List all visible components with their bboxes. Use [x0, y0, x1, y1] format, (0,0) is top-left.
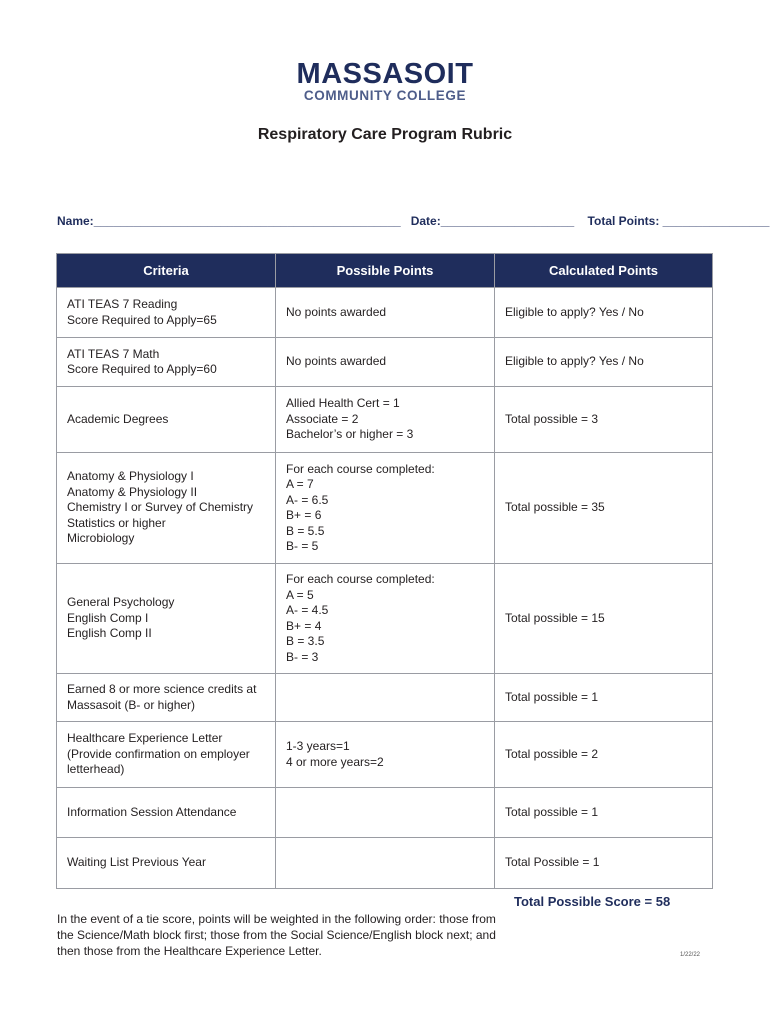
table-row	[57, 387, 713, 453]
possible-line: No points awarded	[286, 354, 387, 369]
total-points-field[interactable]: ________________	[662, 214, 770, 228]
possible-line: B- = 3	[286, 649, 319, 664]
calculated-cell	[495, 338, 713, 387]
calculated-line: Total possible = 1	[505, 804, 599, 819]
criteria-line: General Psychology	[67, 595, 175, 610]
possible-line: A- = 4.5	[286, 603, 329, 617]
criteria-line: Chemistry I or Survey of Chemistry	[67, 500, 254, 515]
possible-cell	[276, 387, 495, 453]
criteria-cell	[57, 674, 276, 722]
criteria-line: English Comp II	[67, 626, 152, 641]
document-code: 1/22/22	[680, 952, 701, 958]
criteria-line: Statistics or higher	[67, 515, 166, 530]
name-field[interactable]: ______________________________________________	[93, 214, 401, 228]
possible-line: B+ = 6	[286, 508, 322, 522]
possible-line: No points awarded	[286, 304, 387, 319]
possible-line: Bachelor’s or higher = 3	[286, 427, 414, 442]
possible-line: A- = 6.5	[286, 492, 329, 507]
calculated-line: Total possible = 15	[505, 610, 605, 625]
criteria-line: Score Required to Apply=60	[67, 362, 217, 376]
calculated-line: Total possible = 1	[505, 689, 599, 704]
calculated-line: Total Possible = 1	[505, 855, 600, 870]
criteria-cell	[57, 387, 276, 453]
table-row	[57, 564, 713, 674]
criteria-line: Healthcare Experience Letter	[67, 731, 223, 746]
possible-line: 4 or more years=2	[286, 754, 384, 769]
criteria-line: Anatomy & Physiology I	[67, 469, 194, 484]
form-fields	[57, 214, 769, 228]
page-title: Respiratory Care Program Rubric	[257, 126, 513, 143]
header-calculated-points: Calculated Points	[495, 254, 713, 288]
criteria-line: ATI TEAS 7 Reading	[67, 297, 178, 311]
criteria-line: Score Required to Apply=65	[67, 312, 217, 327]
criteria-line: Waiting List Previous Year	[67, 855, 206, 870]
possible-line: Allied Health Cert = 1	[286, 396, 400, 411]
logo-sub-text: COMMUNITY COLLEGE	[303, 88, 467, 103]
criteria-line: (Provide confirmation on employer	[67, 746, 250, 761]
criteria-line: Massasoit (B- or higher)	[67, 697, 196, 712]
calculated-line: Total possible = 3	[505, 411, 599, 426]
calculated-line: Total possible = 2	[505, 746, 599, 761]
table-row	[57, 838, 713, 889]
table-row	[57, 722, 713, 788]
possible-line: B+ = 4	[286, 618, 322, 633]
calculated-cell	[495, 838, 713, 889]
possible-line: B = 3.5	[286, 634, 325, 648]
criteria-cell	[57, 564, 276, 674]
calculated-cell	[495, 453, 713, 564]
tie-breaker-note: In the event of a tie score, points will be weighted in the following order: those from the Science/Math block first; those from the Social Science/English block next; and then those from the Healthcare Experience Letter.	[57, 912, 496, 958]
possible-line: B = 5.5	[286, 523, 325, 538]
header-criteria: Criteria	[57, 254, 276, 288]
possible-cell	[276, 788, 495, 838]
possible-cell	[276, 338, 495, 387]
possible-cell	[276, 674, 495, 722]
calculated-cell	[495, 674, 713, 722]
possible-cell	[276, 288, 495, 338]
name-label: Name:	[57, 214, 94, 228]
possible-cell	[276, 838, 495, 889]
possible-cell	[276, 453, 495, 564]
college-logo	[0, 60, 770, 103]
table-header-row	[57, 254, 713, 288]
criteria-line: English Comp I	[67, 610, 149, 625]
possible-line: A = 5	[286, 587, 314, 602]
total-possible-score: Total Possible Score = 58	[514, 894, 671, 909]
criteria-cell	[57, 838, 276, 889]
table-row	[57, 338, 713, 387]
table-row	[57, 674, 713, 722]
criteria-line: Academic Degrees	[67, 411, 169, 426]
possible-cell	[276, 564, 495, 674]
criteria-cell	[57, 288, 276, 338]
possible-line: B- = 5	[286, 539, 319, 553]
criteria-line: ATI TEAS 7 Math	[67, 346, 160, 361]
table-row	[57, 788, 713, 838]
criteria-cell	[57, 453, 276, 564]
criteria-cell	[57, 722, 276, 788]
possible-line: 1-3 years=1	[286, 739, 350, 753]
possible-line: Associate = 2	[286, 411, 359, 426]
criteria-line: Information Session Attendance	[67, 804, 237, 819]
header-possible-points: Possible Points	[276, 254, 495, 288]
criteria-cell	[57, 788, 276, 838]
possible-cell	[276, 722, 495, 788]
date-label: Date:	[410, 214, 441, 228]
rubric-table	[56, 253, 713, 889]
calculated-cell	[495, 387, 713, 453]
calculated-line: Eligible to apply? Yes / No	[505, 354, 644, 369]
total-points-label: Total Points:	[587, 214, 660, 228]
possible-line: For each course completed:	[286, 572, 435, 586]
criteria-line: letterhead)	[67, 762, 125, 777]
logo-main-text: MASSASOIT	[296, 58, 474, 90]
criteria-line: Anatomy & Physiology II	[67, 484, 198, 499]
calculated-line: Total possible = 35	[505, 500, 605, 515]
calculated-cell	[495, 288, 713, 338]
date-field[interactable]: ____________________	[440, 214, 575, 228]
table-row	[57, 288, 713, 338]
possible-line: For each course completed:	[286, 461, 435, 476]
table-row	[57, 453, 713, 564]
calculated-line: Eligible to apply? Yes / No	[505, 304, 644, 319]
calculated-cell	[495, 722, 713, 788]
criteria-cell	[57, 338, 276, 387]
criteria-line: Earned 8 or more science credits at	[67, 682, 257, 696]
possible-line: A = 7	[286, 477, 314, 491]
criteria-line: Microbiology	[67, 531, 135, 546]
calculated-cell	[495, 788, 713, 838]
calculated-cell	[495, 564, 713, 674]
